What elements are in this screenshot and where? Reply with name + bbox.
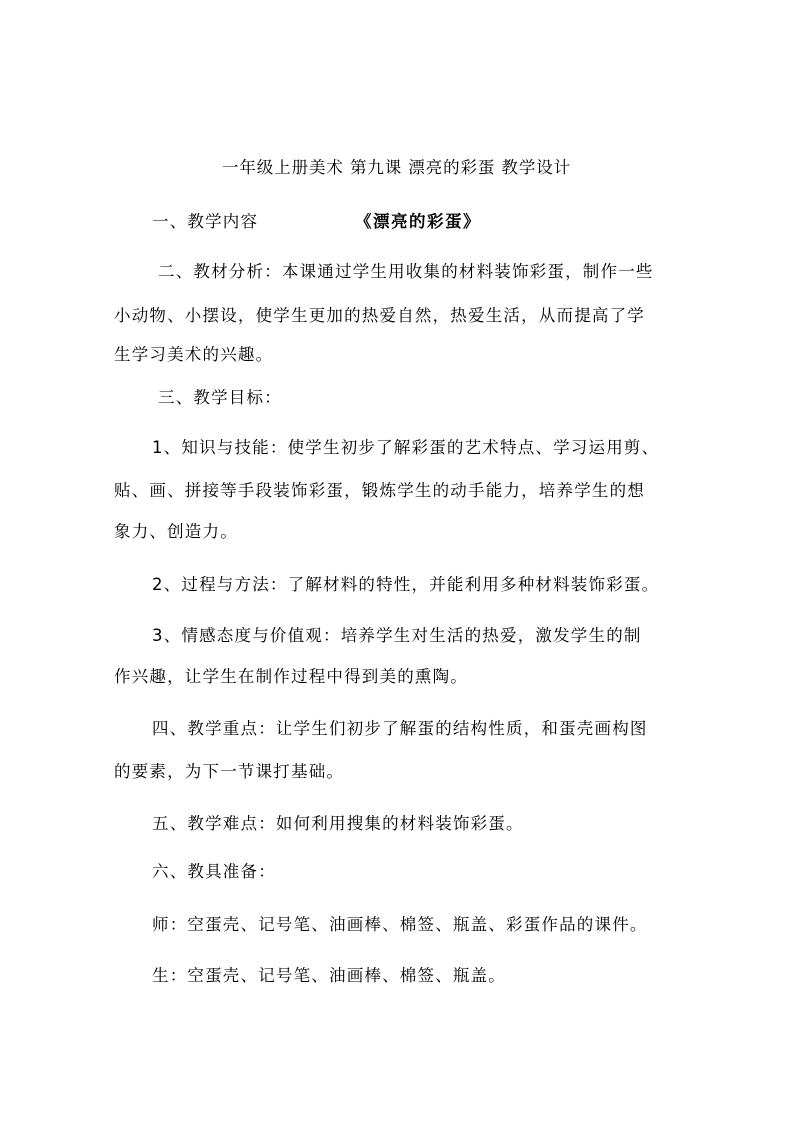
goal-knowledge-line-3: 象力、创造力。: [114, 522, 238, 541]
teaching-aids-heading: 六、教具准备：: [152, 862, 276, 881]
goal-emotion-line-2: 作兴趣，让学生在制作过程中得到美的熏陶。: [114, 667, 468, 686]
document-title: 一年级上册美术 第九课 漂亮的彩蛋 教学设计: [222, 158, 572, 177]
goal-process-line: 2、过程与方法：了解材料的特性，并能利用多种材料装饰彩蛋。: [152, 575, 660, 594]
lesson-name: 《漂亮的彩蛋》: [355, 212, 481, 231]
material-analysis-line-1: 二、教材分析：本课通过学生用收集的材料装饰彩蛋，制作一些: [158, 262, 654, 281]
goal-knowledge-line-1: 1、知识与技能：使学生初步了解彩蛋的艺术特点、学习运用剪、: [152, 438, 660, 457]
teaching-goals-heading: 三、教学目标：: [158, 388, 282, 407]
material-analysis-line-3: 生学习美术的兴趣。: [114, 345, 274, 364]
goal-emotion-line-1: 3、情感态度与价值观：培养学生对生活的热爱，激发学生的制: [152, 626, 642, 645]
material-analysis-line-2: 小动物、小摆设，使学生更加的热爱自然，热爱生活，从而提高了学: [114, 306, 645, 325]
teacher-materials-line: 师：空蛋壳、记号笔、油画棒、棉签、瓶盖、彩蛋作品的课件。: [152, 915, 648, 934]
student-materials-line: 生：空蛋壳、记号笔、油画棒、棉签、瓶盖。: [152, 966, 506, 985]
section-teaching-content-heading: 一、教学内容: [152, 212, 259, 231]
key-points-line-1: 四、教学重点：让学生们初步了解蛋的结构性质，和蛋壳画构图: [152, 719, 648, 738]
difficult-points-line: 五、教学难点：如何利用搜集的材料装饰彩蛋。: [152, 814, 524, 833]
goal-knowledge-line-2: 贴、画、拼接等手段装饰彩蛋，锻炼学生的动手能力，培养学生的想: [114, 481, 645, 500]
key-points-line-2: 的要素，为下一节课打基础。: [114, 762, 345, 781]
